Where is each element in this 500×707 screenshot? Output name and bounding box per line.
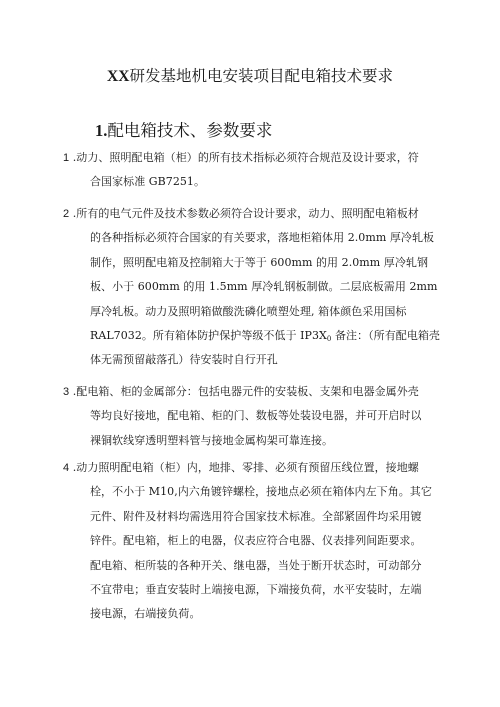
item-text: RAL7032。所有箱体防护保护等级不低于 IP3X — [90, 328, 327, 342]
section-title: 配电箱技术、参数要求 — [107, 121, 273, 140]
item-number: 1 — [63, 152, 70, 164]
item-line — [63, 380, 443, 404]
item-text: 制作，照明配电箱及控制箱大于等于 600mm 的用 2.0mm 厚冷轧钢 — [90, 255, 428, 269]
item-text: .动力照明配电箱（柜）内，地排、零排、必须有预留压线位置，接地螺 — [72, 461, 419, 474]
list-item — [63, 380, 443, 453]
item-line — [63, 602, 443, 626]
item-text: 配电箱、柜所装的各种开关、继电器，当处于断开状态时，可动部分 — [90, 558, 422, 572]
item-text: 的各种指标必须符合国家的有关要求，落地柜箱体用 2.0mm 厚冷轧板 — [90, 231, 435, 245]
list-item — [63, 146, 443, 195]
item-text: .所有的电气元件及技术参数必须符合设计要求，动力、照明配电箱板材 — [72, 207, 419, 220]
item-text: 合国家标准 GB7251。 — [90, 175, 206, 189]
list-item — [63, 202, 443, 373]
item-line — [63, 480, 443, 504]
item-text: 元件、附件及材料均需选用符合国家技术标准。全部紧固件均采用镀 — [90, 509, 422, 523]
item-line — [63, 170, 443, 194]
item-line — [63, 275, 443, 299]
title-prefix: XX — [107, 68, 130, 85]
ip-subscript: 0 — [326, 334, 332, 343]
list-item — [63, 456, 443, 627]
item-line — [63, 226, 443, 250]
item-line — [63, 578, 443, 602]
item-text: .配电箱、柜的金属部分：包括电器元件的安装板、支架和电器金属外壳 — [72, 385, 419, 398]
item-text: 栓，不小于 M10,内六角镀锌螺栓，接地点必须在箱体内左下角。其它 — [90, 485, 432, 499]
item-line — [63, 324, 443, 348]
item-text: 板、小于 600mm 的用 1.5mm 厚冷轧钢板制做。二层底板需用 2mm — [90, 280, 438, 294]
item-line — [63, 348, 443, 372]
item-line — [63, 300, 443, 324]
title-text: 研发基地机电安装项目配电箱技术要求 — [129, 67, 393, 85]
item-number: 3 — [63, 386, 70, 398]
item-line — [63, 146, 443, 170]
item-number: 4 — [63, 462, 70, 474]
item-line — [63, 251, 443, 275]
item-text: 裸铜软线穿透明塑料管与接地金属构架可靠连接。 — [90, 433, 334, 447]
item-line — [63, 529, 443, 553]
item-text: 锌件。配电箱，柜上的电器，仪表应符合电器、仪表排列间距要求。 — [90, 534, 422, 548]
item-line — [63, 429, 443, 453]
item-text: 等均良好接地，配电箱、柜的门、数板等处装设电器，并可开启时以 — [90, 409, 422, 423]
item-line — [63, 404, 443, 428]
item-text: 不宜带电；垂直安装时上端接电源，下端接负荷，水平安装时，左端 — [90, 582, 422, 596]
item-line — [63, 202, 443, 226]
item-text-tail: 备注：（所有配电箱壳 — [331, 328, 440, 342]
item-text: 体无需预留敲落孔）待安装时自行开孔 — [90, 353, 278, 367]
document-title — [0, 66, 500, 87]
item-text: 厚冷轧板。动力及照明箱做酸洗磷化喷塑处理, 箱体颜色采用国标 — [90, 304, 407, 318]
item-line — [63, 456, 443, 480]
item-number: 2 — [63, 208, 70, 220]
section-heading — [95, 120, 272, 142]
item-line — [63, 505, 443, 529]
section-number: 1. — [95, 121, 108, 140]
item-text: .动力、照明配电箱（柜）的所有技术指标必须符合规范及设计要求，符 — [72, 151, 419, 164]
item-text: 接电源，右端接负荷。 — [90, 607, 201, 621]
item-line — [63, 554, 443, 578]
